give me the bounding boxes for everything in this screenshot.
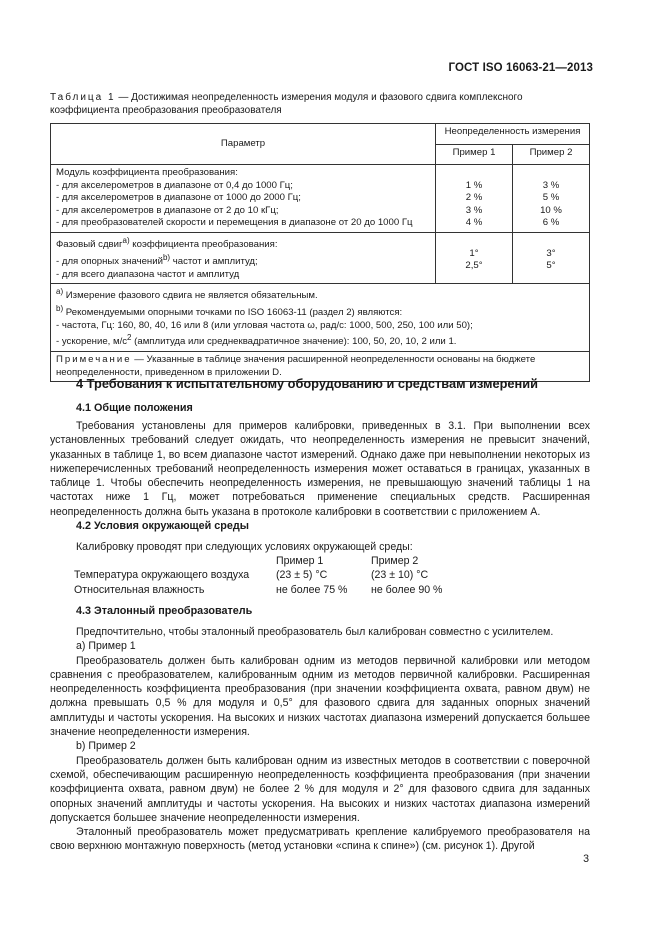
table-row	[74, 568, 442, 582]
document-code: ГОСТ ISO 16063-21—2013	[448, 62, 593, 74]
table-row	[51, 232, 590, 283]
env-temp-ex2: (23 ± 10) °С	[371, 569, 429, 582]
table-header-example-2: Пример 2	[513, 144, 590, 165]
footnote-frequency: - частота, Гц: 160, 80, 40, 16 или 8 (или угловая частота ω, рад/с: 1000, 500, 250, 100 или 50);	[56, 319, 473, 331]
table-caption	[50, 91, 590, 117]
footnote-acceleration: - ускорение, $м/с^2$ (амплитуда или среднеквадратичное значение): 100, 50, 20, 10, 2 или 1.	[56, 333, 457, 348]
subsection-4-2-intro	[50, 540, 590, 554]
env-header-example-2: Пример 2	[371, 555, 419, 567]
footnote-a: $^{a)}$ Измерение фазового сдвига не является обязательным.	[56, 287, 318, 302]
table-row	[74, 554, 442, 568]
value: 3 %	[465, 204, 483, 216]
table-row	[74, 583, 442, 597]
paragraph: Преобразователь должен быть калиброван одним из известных методов в соответствии с поверочной схемой, обеспечивающим расширенную неопределенность коэффициента преобразования (при значении коэффициента охвата, равном двум) не более 2 % для модуля и 2° для фазового сдвига для заданных опорных значений амплитуды и частоты ускорения. На высоких и низких частотах диапазона измерений допускается большее значение неопределенности измерения.	[50, 754, 590, 824]
note-text: — Указанные в таблице значения расширенной неопределенности основаны на бюджете неопределенности, приведенном в приложении D.	[56, 354, 536, 378]
subsection-4-1-text	[50, 419, 590, 519]
value: 5 %	[542, 192, 560, 204]
value: 10 %	[540, 204, 562, 216]
paragraph: Преобразователь должен быть калиброван одним из методов первичной калибровки или методом сравнения с преобразователем, калиброванным одним из методов первичной калибровки. Расширенная неопределенность коэффициента преобразования (при значении коэффициента охвата, равном двум) не должна превышать 0,5 % для модуля и 0,5° для фазового сдвига для заданных опорных значений амплитуды и частоты ускорения. На высоких и низких частотах диапазона измерений допускается большее значение неопределенности измерения.	[50, 654, 590, 739]
value: 6 %	[542, 217, 560, 229]
table-header-parameter: Параметр	[51, 124, 436, 165]
value: 3 %	[542, 179, 560, 191]
value: 1°	[469, 247, 479, 259]
value: 4 %	[465, 217, 483, 229]
table-cell-example-1	[436, 232, 513, 283]
table-caption-text: — Достижимая неопределенность измерения модуля и фазового сдвига комплексного коэффициента преобразования преобразователя	[50, 92, 523, 116]
subsection-4-3-title: 4.3 Эталонный преобразователь	[76, 605, 253, 617]
subsection-4-3-text	[50, 625, 590, 854]
paragraph: Эталонный преобразователь может предусматривать крепление калибруемого преобразователя на свою верхнюю монтажную поверхность (метод установки «спина к спине») (см. рисунок 1). Другой	[50, 826, 590, 853]
env-temp-ex1: (23 ± 5) °С	[276, 569, 328, 582]
section-4-title: 4 Требования к испытательному оборудованию и средствам измерений	[76, 376, 538, 391]
param-text: - для акселерометров в диапазоне от 1000 до 2000 Гц;	[56, 192, 301, 204]
note-label: Примечание	[56, 354, 132, 366]
param-text: - для преобразователей скорости и перемещения в диапазоне от 20 до 1000 Гц	[56, 217, 413, 229]
value: 5°	[546, 260, 556, 272]
group-title: Фазовый сдвиг$^{a)}$ коэффициента преобразования:	[56, 235, 278, 251]
table-cell-example-1	[436, 165, 513, 233]
value: 3°	[546, 247, 556, 259]
param-text: - для опорных значений$^{b)}$ частот и амплитуд;	[56, 252, 258, 267]
footnotes-cell	[51, 284, 590, 352]
table-cell-params	[51, 232, 436, 283]
table-header-uncertainty: Неопределенность измерения	[436, 124, 590, 145]
environment-conditions-table	[74, 554, 442, 597]
env-humidity-label: Относительная влажность	[74, 583, 205, 596]
paragraph: Предпочтительно, чтобы эталонный преобразователь был калиброван совместно с усилителем.	[76, 626, 554, 638]
table-cell-example-2	[513, 232, 590, 283]
env-humidity-ex1: не более 75 %	[276, 583, 348, 596]
table-caption-label: Таблица 1	[50, 92, 116, 103]
example-b-label: b) Пример 2	[76, 740, 136, 753]
value: 1 %	[465, 179, 483, 191]
subsection-4-1-title: 4.1 Общие положения	[76, 402, 193, 414]
param-text: - для акселерометров в диапазоне от 0,4 до 1000 Гц;	[56, 179, 293, 191]
example-a-label: a) Пример 1	[76, 640, 136, 653]
table-footnotes	[51, 284, 590, 352]
param-text: - для всего диапазона частот и амплитуд	[56, 268, 240, 280]
env-temp-label: Температура окружающего воздуха	[74, 569, 250, 582]
value: 2 %	[465, 192, 483, 204]
table-header-example-1: Пример 1	[436, 144, 513, 165]
paragraph: Требования установлены для примеров калибровки, приведенных в 3.1. При выполнении всех установленных требований следует ожидать, что неопределенность измерения не превысит значений, указанных в таблице 1, во всем диапазоне частот измерений. Однако даже при невыполнении некоторых из нижеперечисленных требований неопределенность измерения может оставаться в границах, указанных в таблице 1. Чтобы обеспечить неопределенность измерения, не превышающую значений таблицы 1 на частотах ниже 1 Гц, может потребоваться применение специальных средств. Расширенная неопределенность должна быть указана в протоколе калибровки в соответствии с приложением А.	[50, 420, 590, 518]
paragraph: Калибровку проводят при следующих условиях окружающей среды:	[76, 541, 413, 553]
subsection-4-2-title: 4.2 Условия окружающей среды	[76, 520, 249, 532]
value: 2,5°	[465, 260, 483, 272]
group-title: Модуль коэффициента преобразования:	[56, 167, 238, 178]
env-header-example-1: Пример 1	[276, 555, 324, 567]
table-cell-example-2	[513, 165, 590, 233]
table-cell-params	[51, 165, 436, 233]
env-humidity-ex2: не более 90 %	[371, 583, 443, 596]
param-text: - для акселерометров в диапазоне от 2 до 10 кГц;	[56, 204, 279, 216]
footnote-b: $^{b)}$ Рекомендуемыми опорными точками по ISO 16063-11 (раздел 2) являются:	[56, 303, 403, 319]
table-row	[51, 165, 590, 233]
uncertainty-table	[50, 123, 590, 382]
page-number: 3	[583, 853, 589, 865]
